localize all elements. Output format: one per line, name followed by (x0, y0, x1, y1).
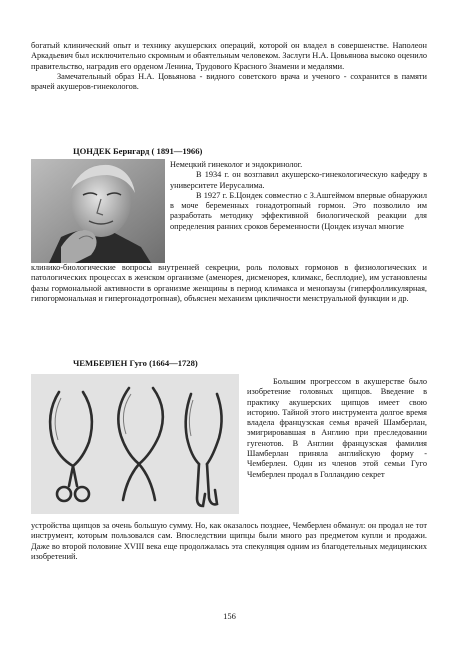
section-heading-chamberlen: ЧЕМБЕРЛЕН Гуго (1664—1728) (73, 358, 198, 368)
zondek-paragraph-2-start: В 1927 г. Б.Цондек совместно с З.Ашгеймом впервые обнаружил в моче беременных гонадотропный гормон. Это позволило им разработать методику эффективной биологической реакции для определения ранних сроков беременности (Цондек изучал многие (170, 190, 427, 231)
chamberlen-paragraph-start: Большим прогрессом в акушерстве было изобретение головных щипцов. Введение в практику акушерских щипцов имеет свою историю. Тайной этого инструмента долгое время владела французская семья врачей Шамберлан, эмигрировавшая в Англию при преследовании гугенотов. В Англии французская фамилия Шамберлан приняла английскую форму - Чемберлен. Один из членов этой семьи Гуго Чемберлен продал в Голландию секрет (247, 377, 427, 479)
forceps-illustration (31, 374, 239, 514)
zondek-text-beside-photo (170, 160, 427, 232)
chamberlen-text-beside-image (247, 377, 427, 480)
intro-text (31, 41, 427, 92)
zondek-text-full-width (31, 263, 427, 304)
zondek-paragraph-1: В 1934 г. он возглавил акушерско-гинекологическую кафедру в университете Иерусалима. (170, 170, 427, 190)
forceps-image (31, 374, 239, 514)
section-heading-zondek: ЦОНДЕК Бернгард ( 1891—1966) (73, 146, 203, 156)
intro-paragraph-1: богатый клинический опыт и технику акушерских операций, которой он владел в совершенстве. Наполеон Аркадьевич был исключительно скромным и обаятельным человеком. Заслуги Н.А. Цовьянова высоко оценило правительство, наградив его орденом Ленина, Трудового Красного Знамени и медалями. (31, 41, 427, 71)
portrait-photo-zondek (31, 159, 165, 263)
portrait-image (31, 159, 165, 263)
chamberlen-text-full-width (31, 521, 427, 562)
page-number: 156 (223, 611, 236, 621)
intro-paragraph-2: Замечательный образ Н.А. Цовьянова - видного советского врача и ученого - сохранится в памяти врачей акушеров-гинекологов. (31, 71, 427, 92)
zondek-intro-line: Немецкий гинеколог и эндокринолог. (170, 160, 303, 169)
zondek-paragraph-2-continued: клинико-биологические вопросы внутренней секреции, роль половых гормонов в физиологических и патологических процессах в женском организме (аменорея, дисменорея, климакс, бесплодие), им установлены фазы гормональной активности в организме женщины в период климакса и менопаузы (гиперфолликулярная, гипогормональная и гипергонадотропная), объяснен механизм цикличности менструальной функции и др. (31, 263, 427, 303)
chamberlen-paragraph-continued: устройства щипцов за очень большую сумму. Но, как оказалось позднее, Чемберлен обманул: он продал не тот инструмент, которым пользовался сам. Впоследствии щипцы были много раз предметом купли и продажи. Даже во второй половине XVIII века еще продолжалась эта спекуляция одним из благодетельных медицинских изобретений. (31, 521, 427, 561)
